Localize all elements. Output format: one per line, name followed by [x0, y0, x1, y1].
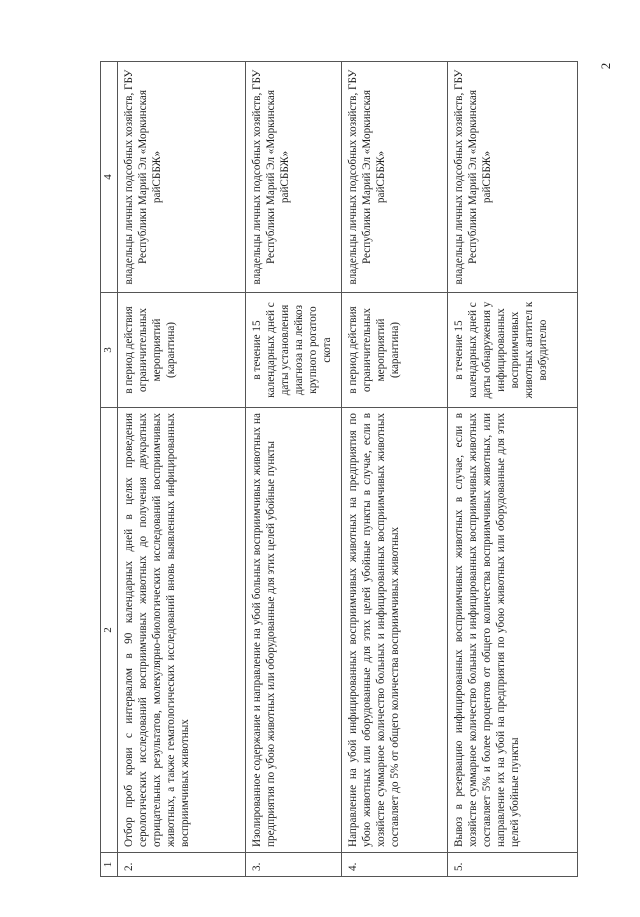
row-number: 2. [117, 853, 245, 877]
row-responsible: владельцы личных подсобных хозяйств, ГБУ Республики Марий Эл «Моркинская райСББЖ» [447, 62, 577, 293]
row-term: в период действия ограничительных мероприятий (карантина) [341, 293, 447, 408]
row-action: Изолированное содержание и направление на убой больных восприимчивых животных на предприятия по убою животных или оборудованные для этих целей убойные пункты [245, 408, 341, 853]
header-col-4: 4 [101, 62, 118, 293]
table-wrapper [100, 62, 600, 917]
rotated-table-container [100, 62, 590, 877]
table-header-row [101, 62, 118, 877]
row-action: Отбор проб крови с интервалом в 90 календарных дней в целях проведения серологических исследований восприимчивых животных до получения двукратных отрицательных результатов, молекулярно-биологических исследований восприимчивых животных, а также гематологических исследований вновь выявленных инфицированных восприимчивых животных [117, 408, 245, 853]
row-action: Вывоз в резервацию инфицированных восприимчивых животных в случае, если в хозяйстве суммарное количество больных и инфицированных восприимчивых животных составляет 5% и более процентов от общего количества восприимчивых животных, или направление их на убой на предприятия по убою животных или оборудованные для этих целей убойные пункты [447, 408, 577, 853]
table-row [341, 62, 447, 877]
page-number: 2 [598, 62, 613, 70]
row-responsible: владельцы личных подсобных хозяйств, ГБУ Республики Марий Эл «Моркинская райСББЖ» [341, 62, 447, 293]
header-col-1: 1 [101, 853, 118, 877]
table-row [245, 62, 341, 877]
table-row [447, 62, 577, 877]
row-term: в период действия ограничительных мероприятий (карантина) [117, 293, 245, 408]
row-term: в течение 15 календарных дней с даты установления диагноза на лейкоз крупного рогатого скота [245, 293, 341, 408]
row-number: 3. [245, 853, 341, 877]
row-number: 5. [447, 853, 577, 877]
row-responsible: владельцы личных подсобных хозяйств, ГБУ Республики Марий Эл «Моркинская райСББЖ» [245, 62, 341, 293]
row-action: Направление на убой инфицированных восприимчивых животных на предприятия по убою животных или оборудованные для этих целей убойные пункты в случае, если в хозяйстве суммарное количество больных и инфицированных восприимчивых животных составляет до 5% от общего количества восприимчивых животных [341, 408, 447, 853]
row-number: 4. [341, 853, 447, 877]
row-responsible: владельцы личных подсобных хозяйств, ГБУ Республики Марий Эл «Моркинская райСББЖ» [117, 62, 245, 293]
measures-table [100, 61, 578, 877]
header-col-2: 2 [101, 408, 118, 853]
header-col-3: 3 [101, 293, 118, 408]
row-term: в течение 15 календарных дней с даты обнаружения у инфицированных восприимчивых животных антител к возбудителю [447, 293, 577, 408]
table-row [117, 62, 245, 877]
